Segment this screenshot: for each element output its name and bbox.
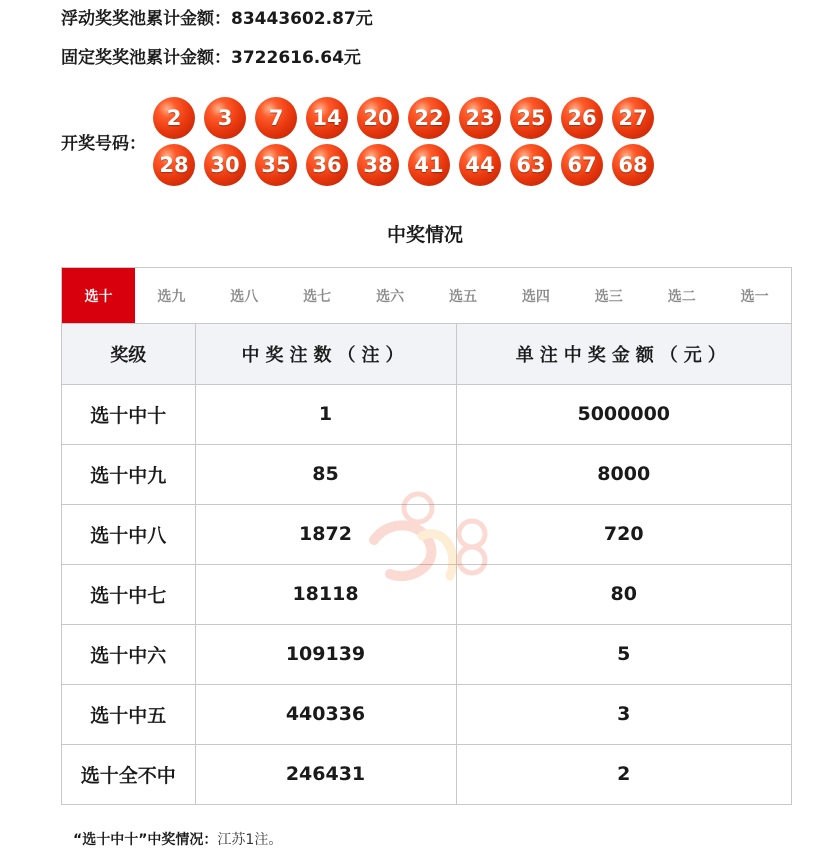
winning-count-cell: 440336 <box>195 684 456 744</box>
prize-level-cell: 选十中十 <box>62 384 195 444</box>
number-ball: 7 <box>255 97 297 139</box>
tab-pick-8[interactable]: 选八 <box>230 288 259 305</box>
prize-amount-cell: 8000 <box>456 444 791 504</box>
winning-count-cell: 18118 <box>195 564 456 624</box>
table-header-row <box>62 324 791 384</box>
tab-pick-6[interactable]: 选六 <box>376 288 405 305</box>
fixed-pool-line <box>61 43 361 68</box>
jackpot-note-label: “选十中十”中奖情况： <box>73 832 218 848</box>
number-ball: 36 <box>306 144 348 186</box>
prize-amount-cell: 2 <box>456 744 791 804</box>
number-ball: 22 <box>408 97 450 139</box>
prize-panel <box>61 267 792 805</box>
table-row <box>62 684 791 744</box>
tab-pick-10[interactable]: 选十 <box>62 268 135 323</box>
jackpot-note-text: 江苏1注。 <box>217 832 283 848</box>
number-ball: 2 <box>153 97 195 139</box>
number-ball: 35 <box>255 144 297 186</box>
winning-numbers <box>61 97 654 186</box>
number-ball: 26 <box>561 97 603 139</box>
tab-pick-3[interactable]: 选三 <box>594 288 623 305</box>
fixed-pool-value: 3722616.64元 <box>231 48 361 68</box>
number-ball: 30 <box>204 144 246 186</box>
prize-level-cell: 选十中八 <box>62 504 195 564</box>
number-ball: 67 <box>561 144 603 186</box>
tab-pick-7[interactable]: 选七 <box>303 288 332 305</box>
number-ball: 63 <box>510 144 552 186</box>
table-row <box>62 744 791 804</box>
number-ball: 68 <box>612 144 654 186</box>
number-ball: 27 <box>612 97 654 139</box>
winning-count-cell: 85 <box>195 444 456 504</box>
float-pool-label: 浮动奖奖池累计金额： <box>61 9 231 29</box>
prize-amount-cell: 720 <box>456 504 791 564</box>
winning-count-cell: 1 <box>195 384 456 444</box>
prize-level-cell: 选十中七 <box>62 564 195 624</box>
tab-pick-9[interactable]: 选九 <box>157 288 186 305</box>
table-row <box>62 624 791 684</box>
number-ball: 41 <box>408 144 450 186</box>
jackpot-note <box>73 829 282 849</box>
header-winning-count: 中奖注数（注） <box>195 324 456 384</box>
number-ball: 38 <box>357 144 399 186</box>
tab-pick-2[interactable]: 选二 <box>667 288 696 305</box>
prize-level-cell: 选十中六 <box>62 624 195 684</box>
prize-level-cell: 选十中五 <box>62 684 195 744</box>
float-pool-value: 83443602.87元 <box>231 9 373 29</box>
number-balls <box>153 97 654 186</box>
fixed-pool-label: 固定奖奖池累计金额： <box>61 48 231 68</box>
float-pool-line <box>61 4 373 29</box>
prize-amount-cell: 5000000 <box>456 384 791 444</box>
number-ball: 3 <box>204 97 246 139</box>
number-ball: 44 <box>459 144 501 186</box>
winning-count-cell: 1872 <box>195 504 456 564</box>
section-title: 中奖情况 <box>386 224 463 246</box>
tab-pick-5[interactable]: 选五 <box>448 288 477 305</box>
prize-amount-cell: 80 <box>456 564 791 624</box>
prize-level-cell: 选十全不中 <box>62 744 195 804</box>
number-ball: 25 <box>510 97 552 139</box>
winning-count-cell: 246431 <box>195 744 456 804</box>
prize-amount-cell: 5 <box>456 624 791 684</box>
header-prize-level: 奖级 <box>62 324 195 384</box>
header-prize-amount: 单注中奖金额（元） <box>456 324 791 384</box>
table-row <box>62 384 791 444</box>
prize-amount-cell: 3 <box>456 684 791 744</box>
play-type-tabs <box>62 268 791 324</box>
prize-table <box>62 324 791 804</box>
tab-pick-4[interactable]: 选四 <box>521 288 550 305</box>
table-row <box>62 564 791 624</box>
table-row <box>62 504 791 564</box>
winning-numbers-label: 开奖号码： <box>61 134 146 154</box>
prize-level-cell: 选十中九 <box>62 444 195 504</box>
number-ball: 23 <box>459 97 501 139</box>
tab-pick-1[interactable]: 选一 <box>740 288 769 305</box>
table-row <box>62 444 791 504</box>
number-ball: 20 <box>357 97 399 139</box>
winning-count-cell: 109139 <box>195 624 456 684</box>
number-ball: 28 <box>153 144 195 186</box>
number-ball: 14 <box>306 97 348 139</box>
